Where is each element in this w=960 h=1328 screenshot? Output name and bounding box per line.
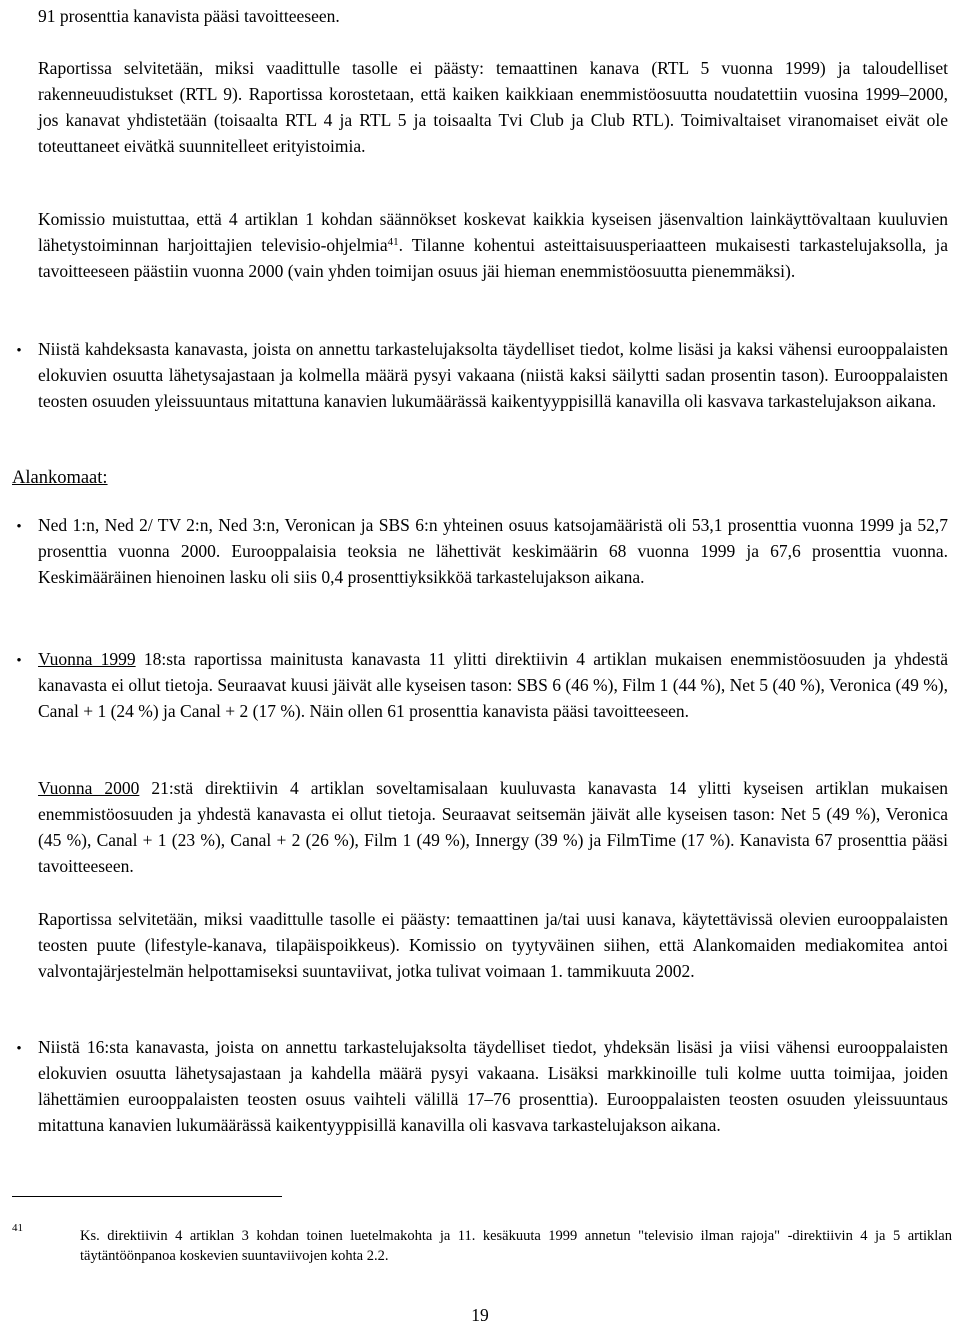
bullet-eight-channels: Niistä kahdeksasta kanavasta, joista on annettu tarkastelujaksolta täydelliset tiedot, kolme lisäsi ja kaksi vähensi eurooppalaisten elokuvien osuutta lähetysajastaan ja kolmella määrä pysyi vakaana (niistä kaksi säilytti sadan prosentin tason). Eurooppalaisten teosten osuuden yleissuuntaus mitattuna kanavien lukumäärässä kaikentyyppisillä kanavilla oli kasvava tarkastelujakson aikana.: [38, 339, 948, 411]
year-1999-label: Vuonna 1999: [38, 649, 136, 669]
footnote-number: 41: [12, 1222, 23, 1234]
page-number: 19: [471, 1305, 489, 1325]
bullet-marker: •: [16, 1041, 22, 1057]
paragraph-report-reasons: Raportissa selvitetään, miksi vaadittulle tasolle ei päästy: temaattinen ja/tai uusi kanava, käytettävissä olevien eurooppalaisten teosten puute (lifestyle-kanava, tilapäispoikkeus). Komissio on tyytyväinen siihen, että Alankomaiden mediakomitea antoi valvontajärjestelmän helpottamiseksi suuntaviivat, jotka tulivat voimaan 1. tammikuuta 2002.: [38, 909, 948, 981]
year-2000-text: 21:stä direktiivin 4 artiklan soveltamisalaan kuuluvasta kanavasta 14 ylitti kyseisen artiklan mukaisen enemmistöosuuden ja yhdestä kanavasta ei ollut tietoja. Seuraavat seitsemän jäivät alle kyseisen tason: Net 5 (49 %), Veronica (45 %), Canal + 1 (23 %), Canal + 2 (26 %), Film 1 (49 %), Innergy (39 %) ja FilmTime (17 %). Kanavista 67 prosenttia pääsi tavoitteeseen.: [38, 778, 948, 876]
paragraph-commission-reminder: [38, 206, 948, 284]
footnote-reference[interactable]: 41: [387, 236, 399, 248]
paragraph-year-2000: [38, 775, 948, 879]
bullet-ned-viewer-share: Ned 1:n, Ned 2/ TV 2:n, Ned 3:n, Veronican ja SBS 6:n yhteinen osuus katsojamääristä oli 53,1 prosenttia vuonna 1999 ja 52,7 prosenttia vuonna 2000. Eurooppalaisia teoksia ne lähettivät keskimäärin 68 vuonna 1999 ja 67,6 prosenttia vuonna. Keskimääräinen hienoinen lasku oli siis 0,4 prosenttiyksikköä tarkastelujakson aikana.: [38, 515, 948, 587]
bullet-marker: •: [16, 653, 22, 669]
section-heading-netherlands: Alankomaat:: [12, 468, 108, 488]
top-line: 91 prosenttia kanavista pääsi tavoitteeseen.: [38, 6, 340, 26]
bullet-sixteen-channels: Niistä 16:sta kanavasta, joista on annettu tarkastelujaksolta täydelliset tiedot, yhdeksän lisäsi ja viisi vähensi eurooppalaisten elokuvien osuutta lähetysajastaan ja kahdella määrä pysyi vakaana. Lisäksi markkinoille tuli kolme uutta toimijaa, joiden lähettämien eurooppalaisten teosten osuus vaihteli välillä 17–76 prosenttia). Eurooppalaisten teosten osuuden yleissuuntaus mitattuna kanavien lukumäärässä kaikentyyppisillä kanavilla oli kasvava tarkastelujakson aikana.: [38, 1037, 948, 1135]
year-1999-text: 18:sta raportissa mainitusta kanavasta 11 ylitti direktiivin 4 artiklan mukaisen enemmistöosuuden ja yhdestä kanavasta ei ollut tietoja. Seuraavat kuusi jäivät alle kyseisen tason: SBS 6 (46 %), Film 1 (44 %), Net 5 (40 %), Veronica (49 %), Canal + 1 (24 %) ja Canal + 2 (17 %). Näin ollen 61 prosenttia kanavista pääsi tavoitteeseen.: [38, 649, 949, 721]
footnote-separator: [12, 1196, 282, 1197]
paragraph-commission-text-b: . Tilanne kohentui asteittaisuusperiaatteen mukaisesti tarkastelujaksolla, ja tavoitteeseen päästiin vuonna 2000 (vain yhden toimijan osuus jäi hieman enemmistöosuutta pienemmäksi).: [38, 235, 948, 281]
paragraph-rtl-report: Raportissa selvitetään, miksi vaadittulle tasolle ei päästy: temaattinen kanava (RTL 5 vuonna 1999) ja taloudelliset rakenneuudistukset (RTL 9). Raportissa korostetaan, että kaiken kaikkiaan enemmistöosuutta noudatettiin vuosina 1999–2000, jos kanavat yhdistetään (toisaalta RTL 4 ja RTL 5 ja toisaalta Tvi Club ja Club RTL). Toimivaltaiset viranomaiset eivät ole toteuttaneet eivätkä suunnitelleet erityistoimia.: [38, 58, 948, 156]
year-2000-label: Vuonna 2000: [38, 778, 140, 798]
footnote-text: Ks. direktiivin 4 artiklan 3 kohdan toinen luetelmakohta ja 11. kesäkuuta 1999 annetun "televisio ilman rajoja" -direktiivin 4 ja 5 artiklan täytäntöönpanoa koskevien suuntaviivojen kohta 2.2.: [80, 1228, 952, 1264]
bullet-marker: •: [16, 519, 22, 535]
bullet-year-1999: [38, 646, 948, 724]
paragraph-commission-text-a: Komissio muistuttaa, että 4 artiklan 1 kohdan säännökset koskevat kaikkia kyseisen jäsenvaltion lainkäyttövaltaan kuuluvien lähetystoiminnan harjoittajien televisio-ohjelmia: [38, 209, 948, 255]
bullet-marker: •: [16, 343, 22, 359]
